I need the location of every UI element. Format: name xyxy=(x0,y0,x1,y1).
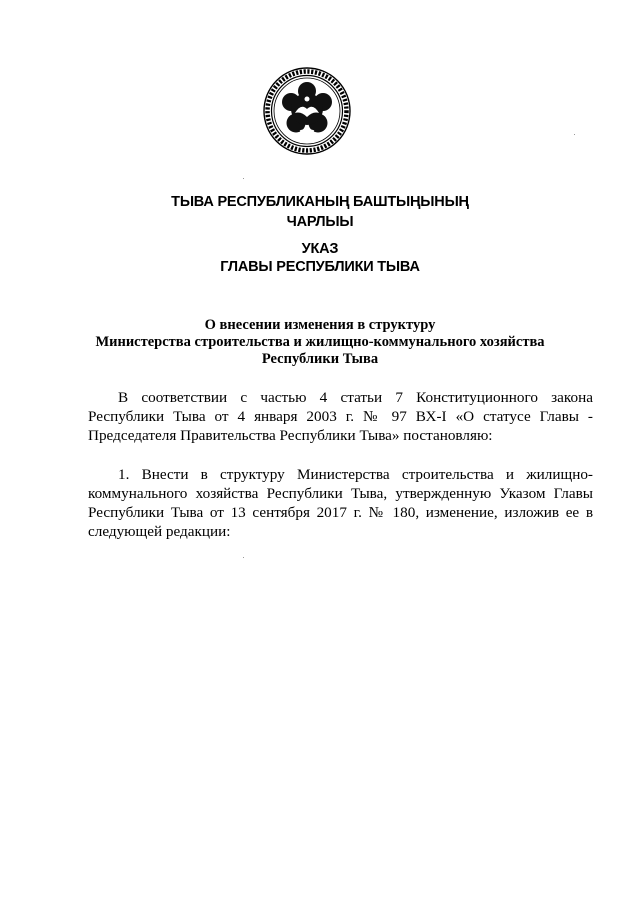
tuva-coat-of-arms-icon xyxy=(262,61,352,161)
header-tyva-line2: ЧАРЛЫЫ xyxy=(286,214,354,230)
header-glava: ГЛАВЫ РЕСПУБЛИКИ ТЫВА xyxy=(220,259,420,275)
paragraph-preamble: В соответствии с частью 4 статьи 7 Конституционного закона Республики Тыва от 4 января 2003 г. № 97 ВХ-I «О статусе Главы - Председателя Правительства Республики Тыва» постановляю: xyxy=(88,389,593,444)
document-title xyxy=(80,317,560,368)
scan-speck xyxy=(574,134,575,135)
title-line2: Министерства строительства и жилищно-коммунального хозяйства xyxy=(95,334,545,350)
header-ukaz: УКАЗ xyxy=(301,241,339,257)
title-line3: Республики Тыва xyxy=(261,351,379,367)
scan-speck xyxy=(243,178,244,179)
paragraph-item-1: 1. Внести в структуру Министерства строительства и жилищно-коммунального хозяйства Республики Тыва, утвержденную Указом Главы Республики Тыва от 13 сентября 2017 г. № 180, изменение, изложив ее в следующей редакции: xyxy=(88,466,593,540)
scan-speck xyxy=(243,557,244,558)
title-line1: О внесении изменения в структуру xyxy=(204,317,436,333)
header-tyva-line1: ТЫВА РЕСПУБЛИКАНЫҢ БАШТЫҢЫНЫҢ xyxy=(171,194,469,210)
